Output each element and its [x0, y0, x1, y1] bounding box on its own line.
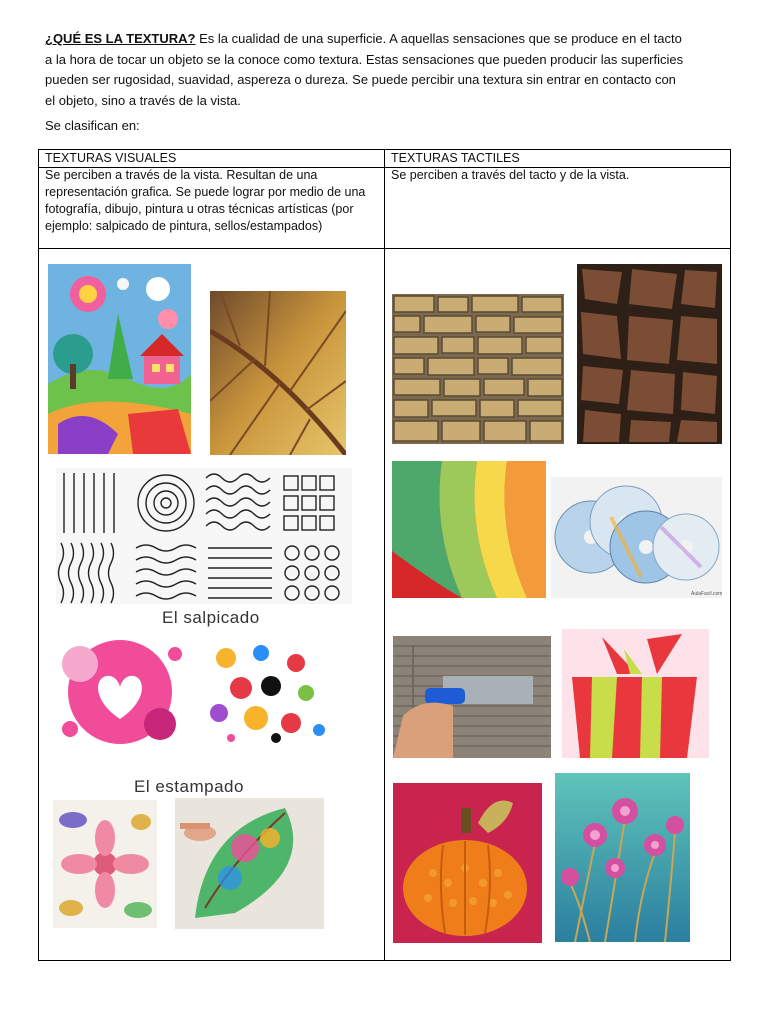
intro-paragraph — [45, 29, 685, 111]
intro-text: Es la cualidad de una superficie. A aquellas sensaciones que se produce en el tacto a la hora de tocar un objeto se la conoce como textura. Estas sensaciones que pueden producir las superficies pueden ser rugosidad, suavidad, aspereza o dureza. Se puede percibir una textura sin entrar en contacto con el objeto, sino a través de la vista. — [45, 31, 684, 108]
leaf-image — [210, 291, 346, 455]
caption-salpicado: El salpicado — [162, 608, 260, 627]
leaf-prints-image — [53, 800, 157, 928]
flowers-image — [555, 773, 690, 942]
line-patterns-image — [56, 468, 352, 604]
pumpkin-image — [393, 783, 542, 943]
trowel-image — [393, 636, 551, 758]
col2-header: TEXTURAS TACTILES — [391, 151, 520, 165]
column-divider — [384, 150, 385, 960]
intro-keyword: ¿QUÉ ES LA TEXTURA? — [45, 31, 196, 46]
towels-image — [392, 461, 546, 598]
col1-description: Se perciben a través de la vista. Resultan de una representación grafica. Se puede lograr por medio de una fotografía, dibujo, pintura u otras técnicas artísticas (por ejemplo: salpicado de pintura, sellos/estampados) — [45, 168, 366, 233]
gift-collage-image — [562, 629, 709, 758]
paint-dots-image — [201, 638, 331, 748]
tree-bark-image — [577, 264, 722, 444]
desc-divider — [39, 248, 730, 249]
caption-estampado: El estampado — [134, 777, 244, 796]
col1-header: TEXTURAS VISUALES — [45, 151, 177, 165]
col2-description: Se perciben a través del tacto y de la vista. — [391, 168, 630, 182]
watermark: AulaFacil.com — [691, 591, 722, 597]
folk-art-image — [48, 264, 191, 454]
heart-splatter-image — [50, 634, 190, 750]
leaf-painting-image — [175, 798, 324, 929]
stone-wall-image — [392, 294, 564, 444]
cds-image — [551, 477, 722, 598]
classify-label: Se clasifican en: — [45, 118, 140, 133]
